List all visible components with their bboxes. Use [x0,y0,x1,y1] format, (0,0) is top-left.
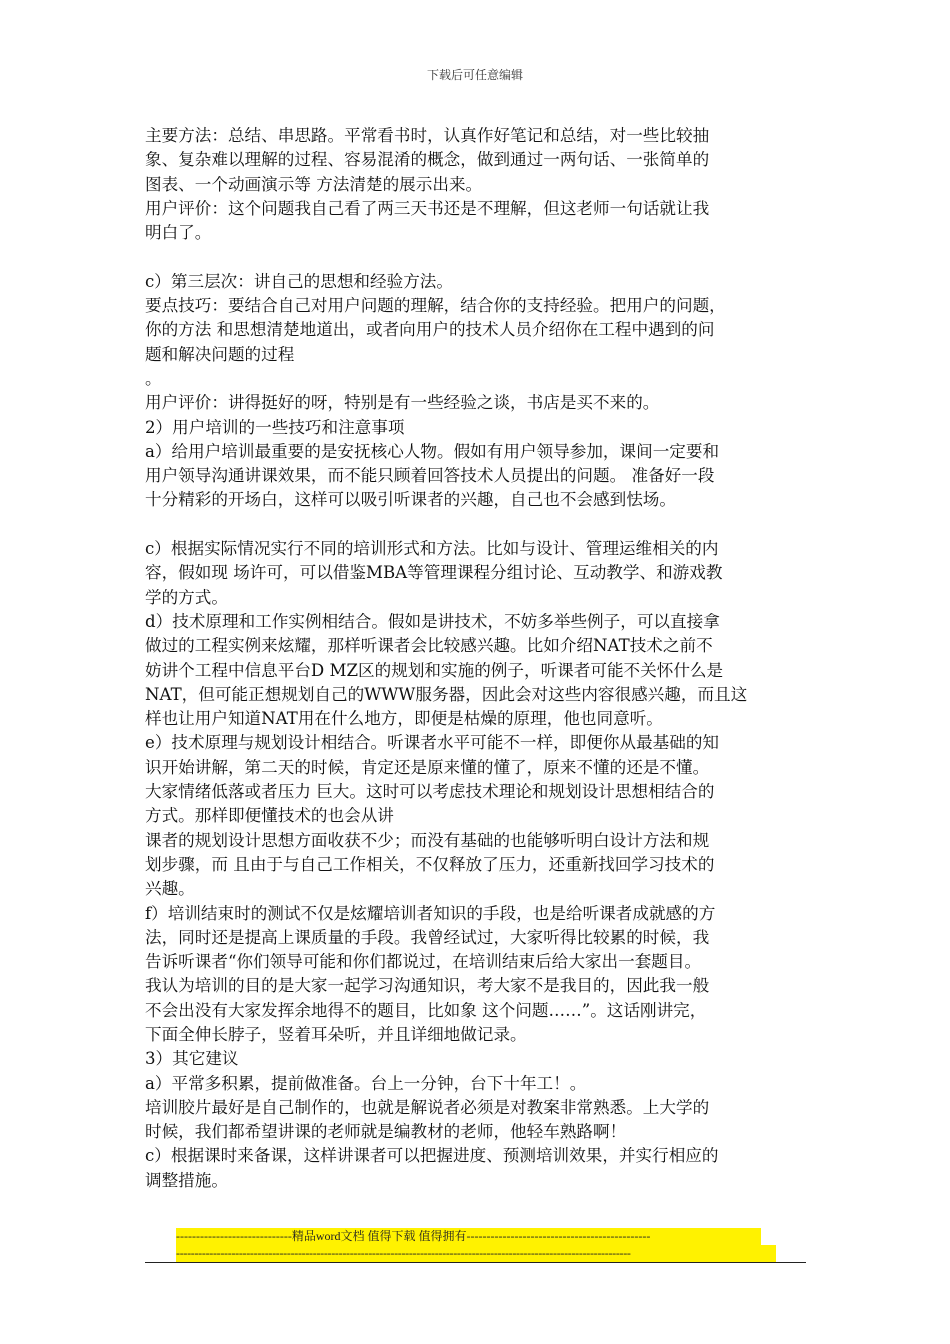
text-line: e）技术原理与规划设计相结合。听课者水平可能不一样，即便你从最基础的知 [145,733,720,753]
paragraph [145,610,815,731]
paragraph [145,1144,815,1193]
text-line: 用户评价：这个问题我自己看了两三天书还是不理解，但这老师一句话就让我 [145,198,710,218]
text-line: 不会出没有大家发挥余地得不的题目，比如象 这个问题……”。这话刚讲完， [145,1000,707,1020]
text-line: 我认为培训的目的是大家一起学习沟通知识，考大家不是我目的，因此我一般 [145,976,710,996]
text-line: 。 [145,368,162,388]
text-line: 要点技巧：要结合自己对用户问题的理解，结合你的支持经验。把用户的问题， [145,296,726,316]
text-line: 3）其它建议 [145,1049,239,1069]
paragraph [145,537,815,610]
text-line: 妨讲个工程中信息平台D MZ区的规划和实施的例子，听课者可能不关怀什么是 [145,660,724,680]
text-line: f）培训结束时的测试不仅是炫耀培训者知识的手段，也是给听课者成就感的方 [145,903,716,923]
paragraph [145,731,815,901]
paragraph-spacer [145,513,815,537]
paragraph [145,391,815,415]
text-line: 法，同时还是提高上课质量的手段。我曾经试过，大家听得比较累的时候，我 [145,927,710,947]
text-line: 课者的规划设计思想方面收获不少；而没有基础的也能够听明白设计方法和规 [145,830,710,850]
page-footer [176,1228,776,1262]
text-line: 做过的工程实例来炫耀，那样听课者会比较感兴趣。比如介绍NAT技术之前不 [145,636,713,656]
text-line: 时候，我们都希望讲课的老师就是编教材的老师，他轻车熟路啊！ [145,1122,627,1142]
text-line: 调整措施。 [145,1170,228,1190]
text-line: 十分精彩的开场白，这样可以吸引听课者的兴趣，自己也不会感到怯场。 [145,490,676,510]
text-line: 告诉听课者“你们领导可能和你们都说过，在培训结束后给大家出一套题目。 [145,952,702,972]
text-line: 样也让用户知道NAT用在什么地方，即便是枯燥的原理，他也同意听。 [145,709,663,729]
text-line: c）根据课时来备课，这样讲课者可以把握进度、预测培训效果，并实行相应的 [145,1146,719,1166]
text-line: 象、复杂难以理解的过程、容易混淆的概念，做到通过一两句话、一张简单的 [145,150,710,170]
text-line: 下面全伸长脖子，竖着耳朵听，并且详细地做记录。 [145,1024,527,1044]
text-line: c）根据实际情况实行不同的培训形式和方法。比如与设计、管理运维相关的内 [145,539,719,559]
paragraph [145,1096,815,1145]
page-header: 下载后可任意编辑 [426,68,523,82]
text-line: 图表、一个动画演示等 方法清楚的展示出来。 [145,174,483,194]
paragraph [145,124,815,197]
text-line: 培训胶片最好是自己制作的，也就是解说者必须是对教案非常熟悉。上大学的 [145,1097,710,1117]
text-line: 容，假如现 场许可，可以借鉴MBA等管理课程分组讨论、互动教学、和游戏教 [145,563,723,583]
text-line: 你的方法 和思想清楚地道出，或者向用户的技术人员介绍你在工程中遇到的问 [145,320,715,340]
text-line: a）平常多积累，提前做准备。台上一分钟，台下十年工！。 [145,1073,587,1093]
text-line: 2）用户培训的一些技巧和注意事项 [145,417,405,437]
text-line: 划步骤，而 且由于与自己工作相关，不仅释放了压力，还重新找回学习技术的 [145,854,715,874]
text-line: 大家情绪低落或者压力 巨大。这时可以考虑技术理论和规划设计思想相结合的 [145,782,715,802]
text-line: a）给用户培训最重要的是安抚核心人物。假如有用户领导参加，课间一定要和 [145,441,720,461]
paragraph [145,270,815,294]
text-line: d）技术原理和工作实例相结合。假如是讲技术，不妨多举些例子，可以直接拿 [145,611,720,631]
paragraph [145,416,815,440]
text-line: 学的方式。 [145,587,228,607]
document-body [145,124,815,1193]
text-line: 识开始讲解，第二天的时候，肯定还是原来懂的懂了，原来不懂的还是不懂。 [145,757,710,777]
paragraph [145,902,815,1048]
paragraph [145,1072,815,1096]
text-line: 用户领导沟通讲课效果，而不能只顾着回答技术人员提出的问题。 准备好一段 [145,466,715,486]
text-line: 主要方法：总结、串思路。平常看书时，认真作好笔记和总结，对一些比较抽 [145,126,710,145]
paragraph-spacer [145,245,815,269]
text-line: NAT，但可能正想规划自己的WWW服务器，因此会对这些内容很感兴趣，而且这 [145,684,748,704]
text-line: 方式。那样即便懂技术的也会从讲 [145,806,394,826]
text-line: 题和解决问题的过程 [145,344,295,364]
text-line: 用户评价：讲得挺好的呀，特别是有一些经验之谈，书店是买不来的。 [145,393,660,413]
footer-rule [145,1262,806,1263]
footer-dash-line: --------------------------------------------------------------------------------------------------------------------------- [176,1245,776,1262]
paragraph [145,1047,815,1071]
text-line: 兴趣。 [145,879,195,899]
paragraph [145,294,815,391]
text-line: c）第三层次：讲自己的思想和经验方法。 [145,271,453,291]
footer-banner: -----------------------------精品word文档 值得下载 值得拥有---------------------------------------------- [176,1228,761,1245]
paragraph [145,440,815,513]
paragraph [145,197,815,246]
text-line: 明白了。 [145,223,212,243]
